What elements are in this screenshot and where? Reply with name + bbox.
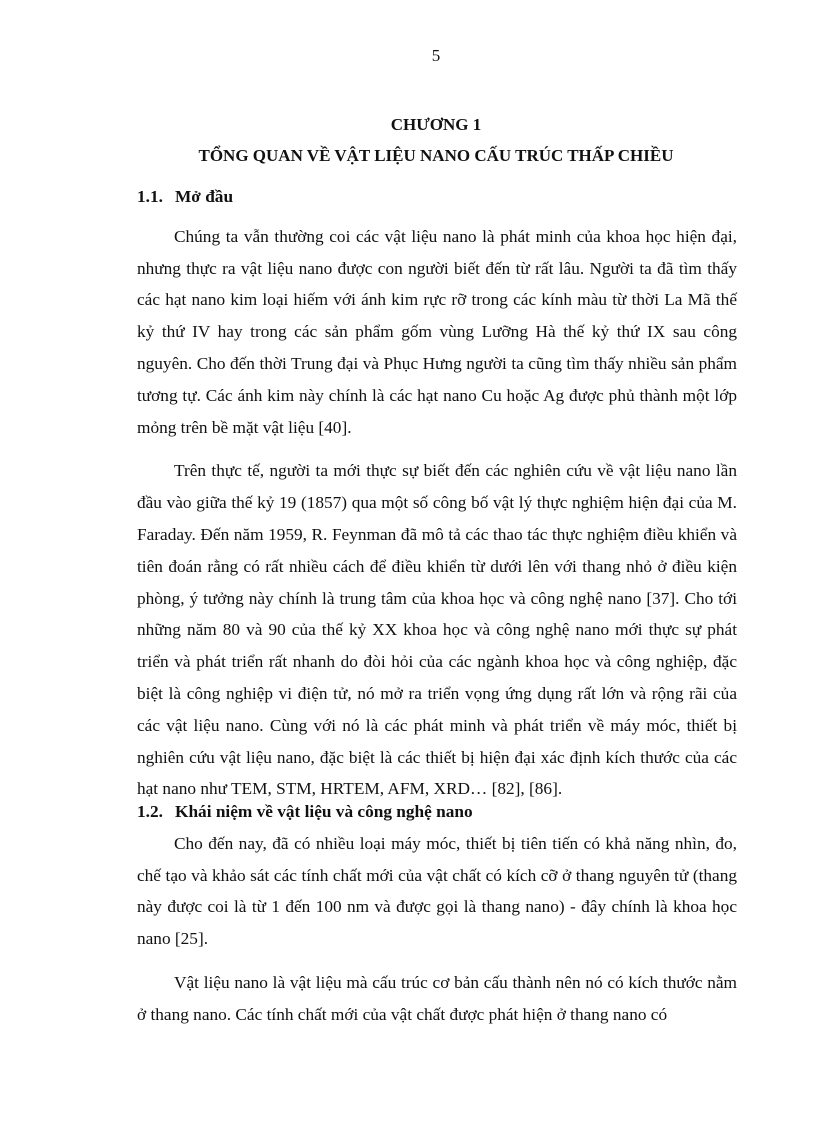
section-2-heading: [137, 796, 737, 828]
section-2-paragraph-2: Vật liệu nano là vật liệu mà cấu trúc cơ bản cấu thành nên nó có kích thước nằm ở thang nano. Các tính chất mới của vật chất được phát hiện ở thang nano có: [137, 972, 737, 1024]
section-1-heading: [137, 181, 737, 213]
section-1-paragraph-1: Chúng ta vẫn thường coi các vật liệu nano là phát minh của khoa học hiện đại, nhưng thực ra vật liệu nano được con người biết đến từ rất lâu. Người ta đã tìm thấy các hạt nano kim loại hiếm với ánh kim rực rỡ trong các kính màu từ thời La Mã thế kỷ thứ IV hay trong các sản phẩm gốm vùng Lưỡng Hà thế kỷ thứ IX sau công nguyên. Cho đến thời Trung đại và Phục Hưng người ta cũng tìm thấy nhiều sản phẩm tương tự. Các ánh kim này chính là các hạt nano Cu hoặc Ag được phủ thành một lớp mỏng trên bề mặt vật liệu [40].: [137, 226, 737, 437]
chapter-title: TỔNG QUAN VỀ VẬT LIỆU NANO CẤU TRÚC THẤP CHIỀU: [198, 146, 674, 165]
page-number: 5: [431, 46, 441, 65]
chapter-label: CHƯƠNG 1: [390, 115, 482, 134]
section-2-title: Khái niệm về vật liệu và công nghệ nano: [175, 802, 473, 821]
section-1-title: Mở đầu: [175, 187, 234, 206]
section-1-number: 1.1.: [137, 187, 163, 206]
section-2-paragraph-1: Cho đến nay, đã có nhiều loại máy móc, thiết bị tiên tiến có khả năng nhìn, đo, chế tạo và khảo sát các tính chất mới của vật chất có kích cỡ ở thang nguyên tử (thang này được coi là từ 1 đến 100 nm và được gọi là thang nano) - đây chính là khoa học nano [25].: [137, 833, 737, 949]
section-2-number: 1.2.: [137, 802, 163, 821]
section-1-paragraph-2: Trên thực tế, người ta mới thực sự biết đến các nghiên cứu về vật liệu nano lần đầu vào giữa thế kỷ 19 (1857) qua một số công bố vật lý thực nghiệm hiện đại của M. Faraday. Đến năm 1959, R. Feynman đã mô tả các thao tác thực nghiệm điều khiển và tiên đoán rằng có rất nhiều cách để điều khiển từ dưới lên với thang nhỏ ở điều kiện phòng, ý tưởng này chính là trung tâm của khoa học và công nghệ nano [37]. Cho tới những năm 80 và 90 của thế kỷ XX khoa học và công nghệ nano mới thực sự phát triển và phát triển rất nhanh do đòi hỏi của các ngành khoa học và công nghiệp, đặc biệt là công nghiệp vi điện tử, nó mở ra triển vọng ứng dụng rất lớn và rộng rãi của các vật liệu nano. Cùng với nó là các phát minh và phát triển về máy móc, thiết bị nghiên cứu vật liệu nano, đặc biệt là các thiết bị hiện đại xác định kích thước của các hạt nano như TEM, STM, HRTEM, AFM, XRD… [82], [86].: [137, 461, 737, 799]
section-1: [137, 181, 737, 805]
section-2: [137, 796, 737, 1031]
